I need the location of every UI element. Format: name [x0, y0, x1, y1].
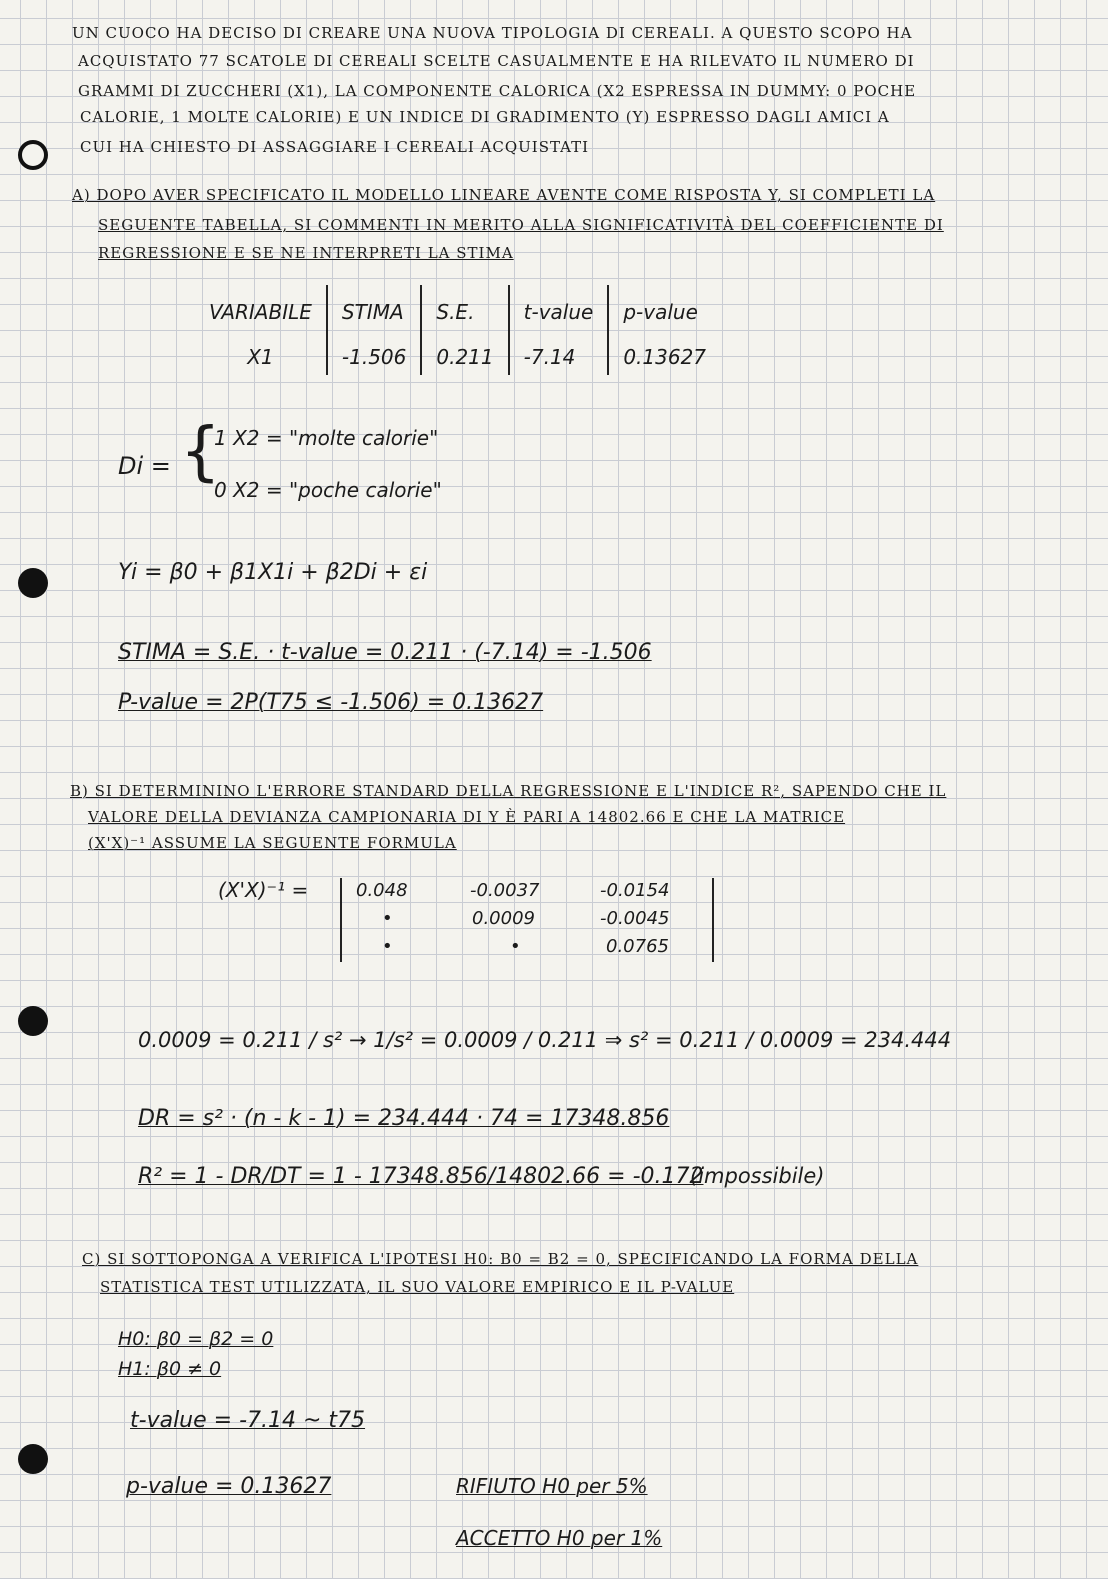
table-cell: 0.211: [421, 339, 508, 375]
question-b-line: B) SI DETERMININO L'ERRORE STANDARD DELLA REGRESSIONE E L'INDICE R², SAPENDO CHE IL: [70, 782, 947, 800]
matrix-cell: 0.0765: [606, 936, 669, 957]
null-hypothesis: H0: β0 = β2 = 0: [118, 1328, 274, 1350]
table-cell: -7.14: [509, 339, 609, 375]
table-cell: -1.506: [327, 339, 421, 375]
question-a-line: SEGUENTE TABELLA, SI COMMENTI IN MERITO ALLA SIGNIFICATIVITÀ DEL COEFFICIENTE DI: [98, 216, 944, 234]
brace: {: [180, 415, 221, 489]
intro-line: CUI HA CHIESTO DI ASSAGGIARE I CEREALI ACQUISTATI: [80, 138, 590, 156]
coefficient-table: [195, 285, 720, 375]
matrix-cell: -0.0045: [600, 908, 670, 929]
dr-calculation: DR = s² · (n - k - 1) = 234.444 · 74 = 17348.856: [138, 1106, 670, 1131]
dummy-case: 1 X2 = "molte calorie": [214, 426, 439, 450]
question-c-line: C) SI SOTTOPONGA A VERIFICA L'IPOTESI H0: Β0 = Β2 = 0, SPECIFICANDO LA FORMA DELLA: [82, 1250, 919, 1268]
r2-note: (impossibile): [690, 1164, 825, 1188]
binder-hole: [18, 1006, 48, 1036]
question-a-line: REGRESSIONE E SE NE INTERPRETI LA STIMA: [98, 244, 514, 262]
t-value-statement: t-value = -7.14 ~ t75: [130, 1408, 366, 1433]
intro-line: UN CUOCO HA DECISO DI CREARE UNA NUOVA TIPOLOGIA DI CEREALI. A QUESTO SCOPO HA: [72, 24, 913, 42]
table-header-row: [195, 285, 720, 339]
table-header: p-value: [623, 300, 698, 324]
question-a-line: A) DOPO AVER SPECIFICATO IL MODELLO LINEARE AVENTE COME RISPOSTA Y, SI COMPLETI LA: [72, 186, 936, 204]
reject-decision: RIFIUTO H0 per 5%: [456, 1474, 648, 1498]
pvalue-formula: P-value = 2P(T75 ≤ -1.506) = 0.13627: [118, 690, 544, 715]
accept-decision: ACCETTO H0 per 1%: [456, 1526, 663, 1550]
intro-line: CALORIE, 1 MOLTE CALORIE) E UN INDICE DI GRADIMENTO (Y) ESPRESSO DAGLI AMICI A: [80, 108, 890, 126]
r2-calculation: R² = 1 - DR/DT = 1 - 17348.856/14802.66 = -0.172: [138, 1164, 704, 1189]
question-c-line: STATISTICA TEST UTILIZZATA, IL SUO VALORE EMPIRICO E IL P-VALUE: [100, 1278, 735, 1296]
matrix-cell: -0.0037: [470, 880, 540, 901]
matrix-label: (X'X)⁻¹ =: [218, 878, 309, 902]
dummy-label: Di =: [118, 452, 171, 480]
alternative-hypothesis: H1: β0 ≠ 0: [118, 1358, 222, 1380]
variance-calculation: 0.0009 = 0.211 / s² → 1/s² = 0.0009 / 0.211 ⇒ s² = 0.211 / 0.0009 = 234.444: [138, 1028, 952, 1052]
matrix-cell: 0.048: [356, 880, 408, 901]
matrix-cell: •: [382, 908, 393, 929]
binder-hole: [18, 140, 48, 170]
inverse-matrix: [340, 878, 714, 962]
stima-formula: STIMA = S.E. · t-value = 0.211 · (-7.14) = -1.506: [118, 640, 652, 665]
binder-hole: [18, 1444, 48, 1474]
table-header: STIMA: [327, 285, 421, 339]
table-header: S.E.: [421, 285, 508, 339]
binder-hole: [18, 568, 48, 598]
table-row: [195, 339, 720, 375]
intro-line: ACQUISTATO 77 SCATOLE DI CEREALI SCELTE CASUALMENTE E HA RILEVATO IL NUMERO DI: [78, 52, 915, 70]
regression-model: Yi = β0 + β1X1i + β2Di + εi: [118, 560, 428, 585]
p-value-statement: p-value = 0.13627: [126, 1474, 332, 1499]
table-header: t-value: [509, 285, 609, 339]
matrix-cell: 0.0009: [472, 908, 535, 929]
question-b-line: VALORE DELLA DEVIANZA CAMPIONARIA DI Y È PARI A 14802.66 E CHE LA MATRICE: [88, 808, 846, 826]
intro-line: GRAMMI DI ZUCCHERI (X1), LA COMPONENTE CALORICA (X2 ESPRESSA IN DUMMY: 0 POCHE: [78, 82, 917, 100]
matrix-cell: -0.0154: [600, 880, 670, 901]
table-cell: X1: [195, 339, 327, 375]
question-b-line: (X'X)⁻¹ ASSUME LA SEGUENTE FORMULA: [88, 834, 457, 852]
matrix-cell: •: [510, 936, 521, 957]
table-header: VARIABILE: [195, 285, 327, 339]
table-cell: 0.13627: [623, 345, 707, 369]
matrix-cell: •: [382, 936, 393, 957]
dummy-case: 0 X2 = "poche calorie": [214, 478, 442, 502]
